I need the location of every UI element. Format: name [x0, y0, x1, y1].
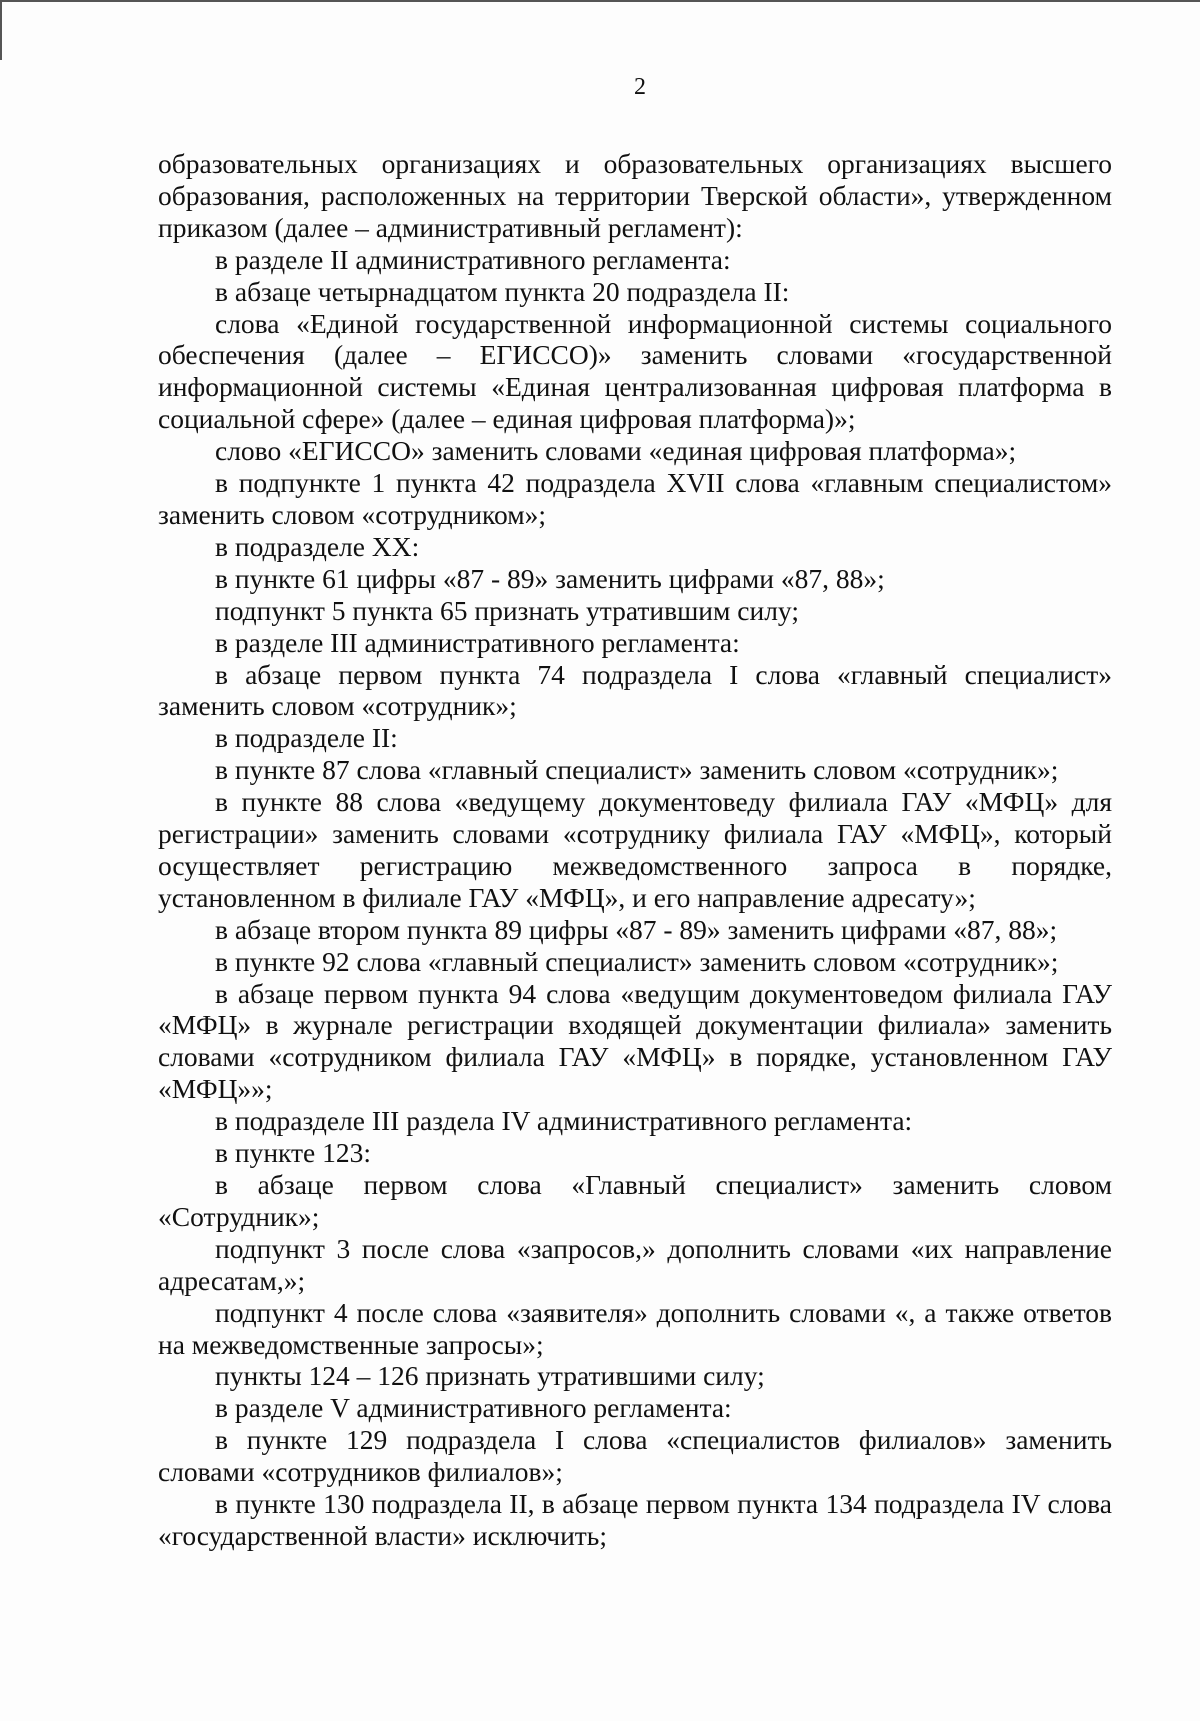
paragraph: слово «ЕГИССО» заменить словами «единая цифровая платформа»;	[215, 435, 1017, 467]
paragraph: в абзаце первом слова «Главный специалист» заменить словом «Сотрудник»;	[158, 1169, 1112, 1232]
paragraph: в пункте 129 подраздела I слова «специалистов филиалов» заменить словами «сотрудников филиалов»;	[158, 1424, 1112, 1488]
paragraph: подпункт 4 после слова «заявителя» дополнить словами «, а также ответов на межведомственные запросы»;	[158, 1296, 1112, 1360]
paragraph: в абзаце втором пункта 89 цифры «87 - 89» заменить цифрами «87, 88»;	[215, 913, 1058, 945]
paragraph: в разделе II административного регламента:	[215, 243, 731, 275]
paragraph: в подразделе XX:	[215, 530, 420, 562]
scan-edge-left	[0, 0, 2, 60]
paragraph: в разделе III административного регламента:	[215, 626, 740, 658]
paragraph: в пункте 92 слова «главный специалист» заменить словом «сотрудник»;	[215, 945, 1059, 977]
paragraph: пункты 124 – 126 признать утратившими силу;	[215, 1360, 765, 1392]
paragraph: в подразделе III раздела IV административного регламента:	[215, 1105, 913, 1137]
paragraph: в абзаце первом пункта 94 слова «ведущим документоведом филиала ГАУ «МФЦ» в журнале регистрации входящей документации филиала» заменить словами «сотрудником филиала ГАУ «МФЦ» в порядке, установленном ГАУ «МФЦ»»;	[158, 977, 1112, 1105]
paragraph: в пункте 87 слова «главный специалист» заменить словом «сотрудник»;	[215, 754, 1059, 786]
paragraph: в пункте 88 слова «ведущему документоведу филиала ГАУ «МФЦ» для регистрации» заменить словами «сотруднику филиала ГАУ «МФЦ», который осуществляет регистрацию межведомственного запроса в порядке, установленном в филиале ГАУ «МФЦ», и его направление адресату»;	[158, 786, 1112, 913]
paragraph: в абзаце первом пункта 74 подраздела I слова «главный специалист» заменить словом «сотрудник»;	[158, 658, 1112, 722]
paragraph: в подразделе II:	[215, 722, 398, 754]
paragraph: в разделе V административного регламента:	[215, 1392, 732, 1424]
scan-edge-top	[0, 0, 1200, 2]
paragraph: в пункте 130 подраздела II, в абзаце первом пункта 134 подраздела IV слова «государственной власти» исключить;	[158, 1488, 1112, 1551]
paragraph: подпункт 5 пункта 65 признать утратившим силу;	[215, 594, 799, 626]
page-number: 2	[634, 74, 646, 100]
paragraph: подпункт 3 после слова «запросов,» дополнить словами «их направление адресатам,»;	[158, 1232, 1112, 1296]
paragraph: в пункте 61 цифры «87 - 89» заменить цифрами «87, 88»;	[215, 562, 885, 594]
paragraph: слова «Единой государственной информационной системы социального обеспечения (далее – ЕГИССО)» заменить словами «государственной информационной системы «Единая централизованная цифровая платформа в социальной сфере» (далее – единая цифровая платформа)»;	[158, 307, 1112, 435]
paragraph: образовательных организациях и образовательных организациях высшего образования, расположенных на территории Тверской области», утвержденном приказом (далее – административный регламент):	[158, 148, 1112, 243]
document-body	[158, 148, 1112, 1552]
paragraph: в подпункте 1 пункта 42 подраздела XVII слова «главным специалистом» заменить словом «сотрудником»;	[158, 467, 1112, 530]
paragraph: в абзаце четырнадцатом пункта 20 подраздела II:	[215, 275, 790, 307]
paragraph: в пункте 123:	[215, 1137, 372, 1169]
